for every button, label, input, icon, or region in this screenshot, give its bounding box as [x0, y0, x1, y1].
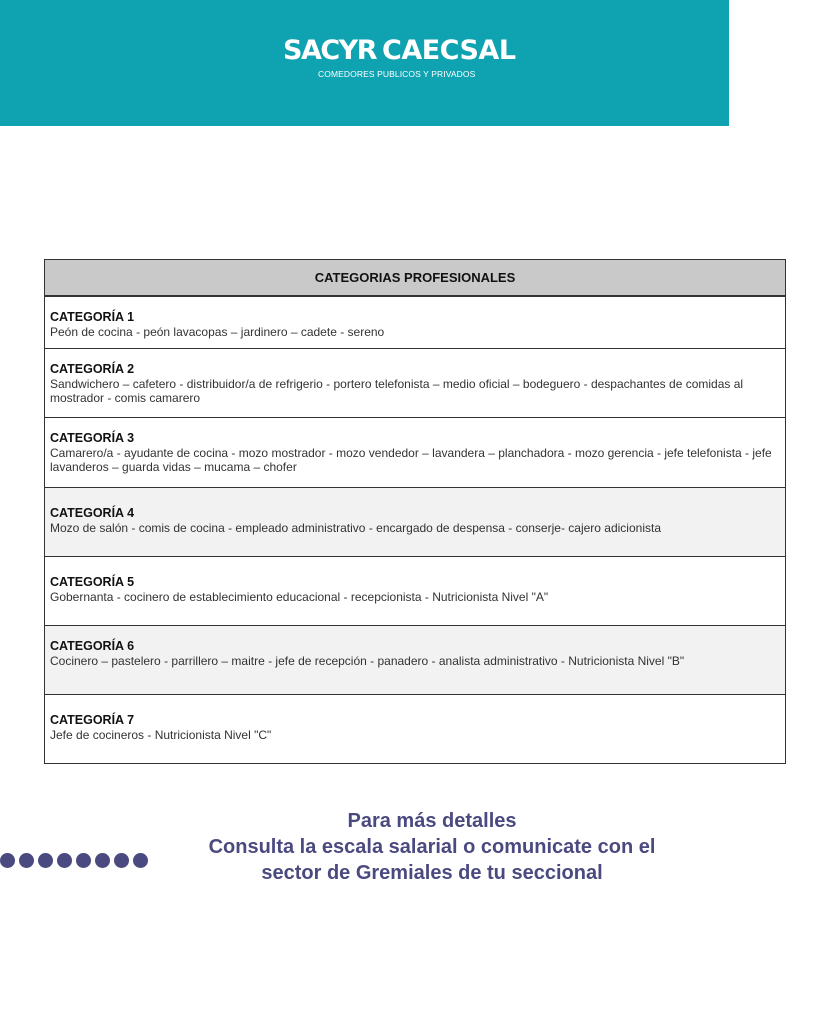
row-description: Camarero/a - ayudante de cocina - mozo mostrador - mozo vendedor – lavandera – planchadora - mozo gerencia - jefe telefonista - jefe lavanderos – guarda vidas – mucama – chofer	[50, 446, 772, 474]
row-description: Jefe de cocineros - Nutricionista Nivel "C"	[50, 728, 272, 742]
footer-line-3: sector de Gremiales de tu seccional	[261, 862, 603, 884]
table-row-categoria-4	[45, 488, 785, 557]
table-row-categoria-2	[45, 349, 785, 418]
dot-icon	[95, 853, 110, 868]
dot-icon	[57, 853, 72, 868]
row-title: CATEGORÍA 1	[50, 310, 135, 324]
footer-line-1: Para más detalles	[347, 810, 517, 832]
row-title: CATEGORÍA 7	[50, 713, 135, 727]
logo-name-text: CAECSAL	[382, 35, 516, 66]
row-description: Sandwichero – cafetero - distribuidor/a de refrigerio - portero telefonista – medio oficial – bodeguero - despachantes de comidas al mostrador - comis camarero	[50, 377, 744, 405]
row-title: CATEGORÍA 5	[50, 575, 135, 589]
dot-icon	[19, 853, 34, 868]
dot-icon	[76, 853, 91, 868]
row-title: CATEGORÍA 4	[50, 506, 135, 520]
row-title: CATEGORÍA 6	[50, 639, 135, 653]
dot-icon	[114, 853, 129, 868]
company-logo	[283, 35, 543, 79]
footer-line-2: Consulta la escala salarial o comunicate con el	[208, 836, 656, 858]
logo-brand-text: SACYR	[283, 35, 376, 66]
decorative-dots	[0, 853, 152, 869]
dot-icon	[0, 853, 15, 868]
row-description: Peón de cocina - peón lavacopas – jardinero – cadete - sereno	[50, 325, 385, 339]
table-title: CATEGORIAS PROFESIONALES	[45, 260, 785, 297]
row-description: Gobernanta - cocinero de establecimiento educacional - recepcionista - Nutricionista Nivel "A"	[50, 590, 549, 604]
table-row-categoria-1	[45, 297, 785, 349]
row-description: Cocinero – pastelero - parrillero – maitre - jefe de recepción - panadero - analista administrativo - Nutricionista Nivel "B"	[50, 654, 685, 668]
table-row-categoria-6	[45, 626, 785, 695]
logo-subtitle: COMEDORES PUBLICOS Y PRIVADOS	[318, 69, 476, 79]
row-description: Mozo de salón - comis de cocina - empleado administrativo - encargado de despensa - conserje- cajero adicionista	[50, 521, 661, 535]
header-banner	[0, 0, 729, 126]
dot-icon	[38, 853, 53, 868]
table-row-categoria-5	[45, 557, 785, 626]
row-title: CATEGORÍA 2	[50, 362, 135, 376]
categories-table	[44, 259, 786, 764]
table-row-categoria-7	[45, 695, 785, 764]
row-title: CATEGORÍA 3	[50, 431, 135, 445]
footer-message	[180, 808, 684, 886]
table-row-categoria-3	[45, 418, 785, 488]
dot-icon	[133, 853, 148, 868]
